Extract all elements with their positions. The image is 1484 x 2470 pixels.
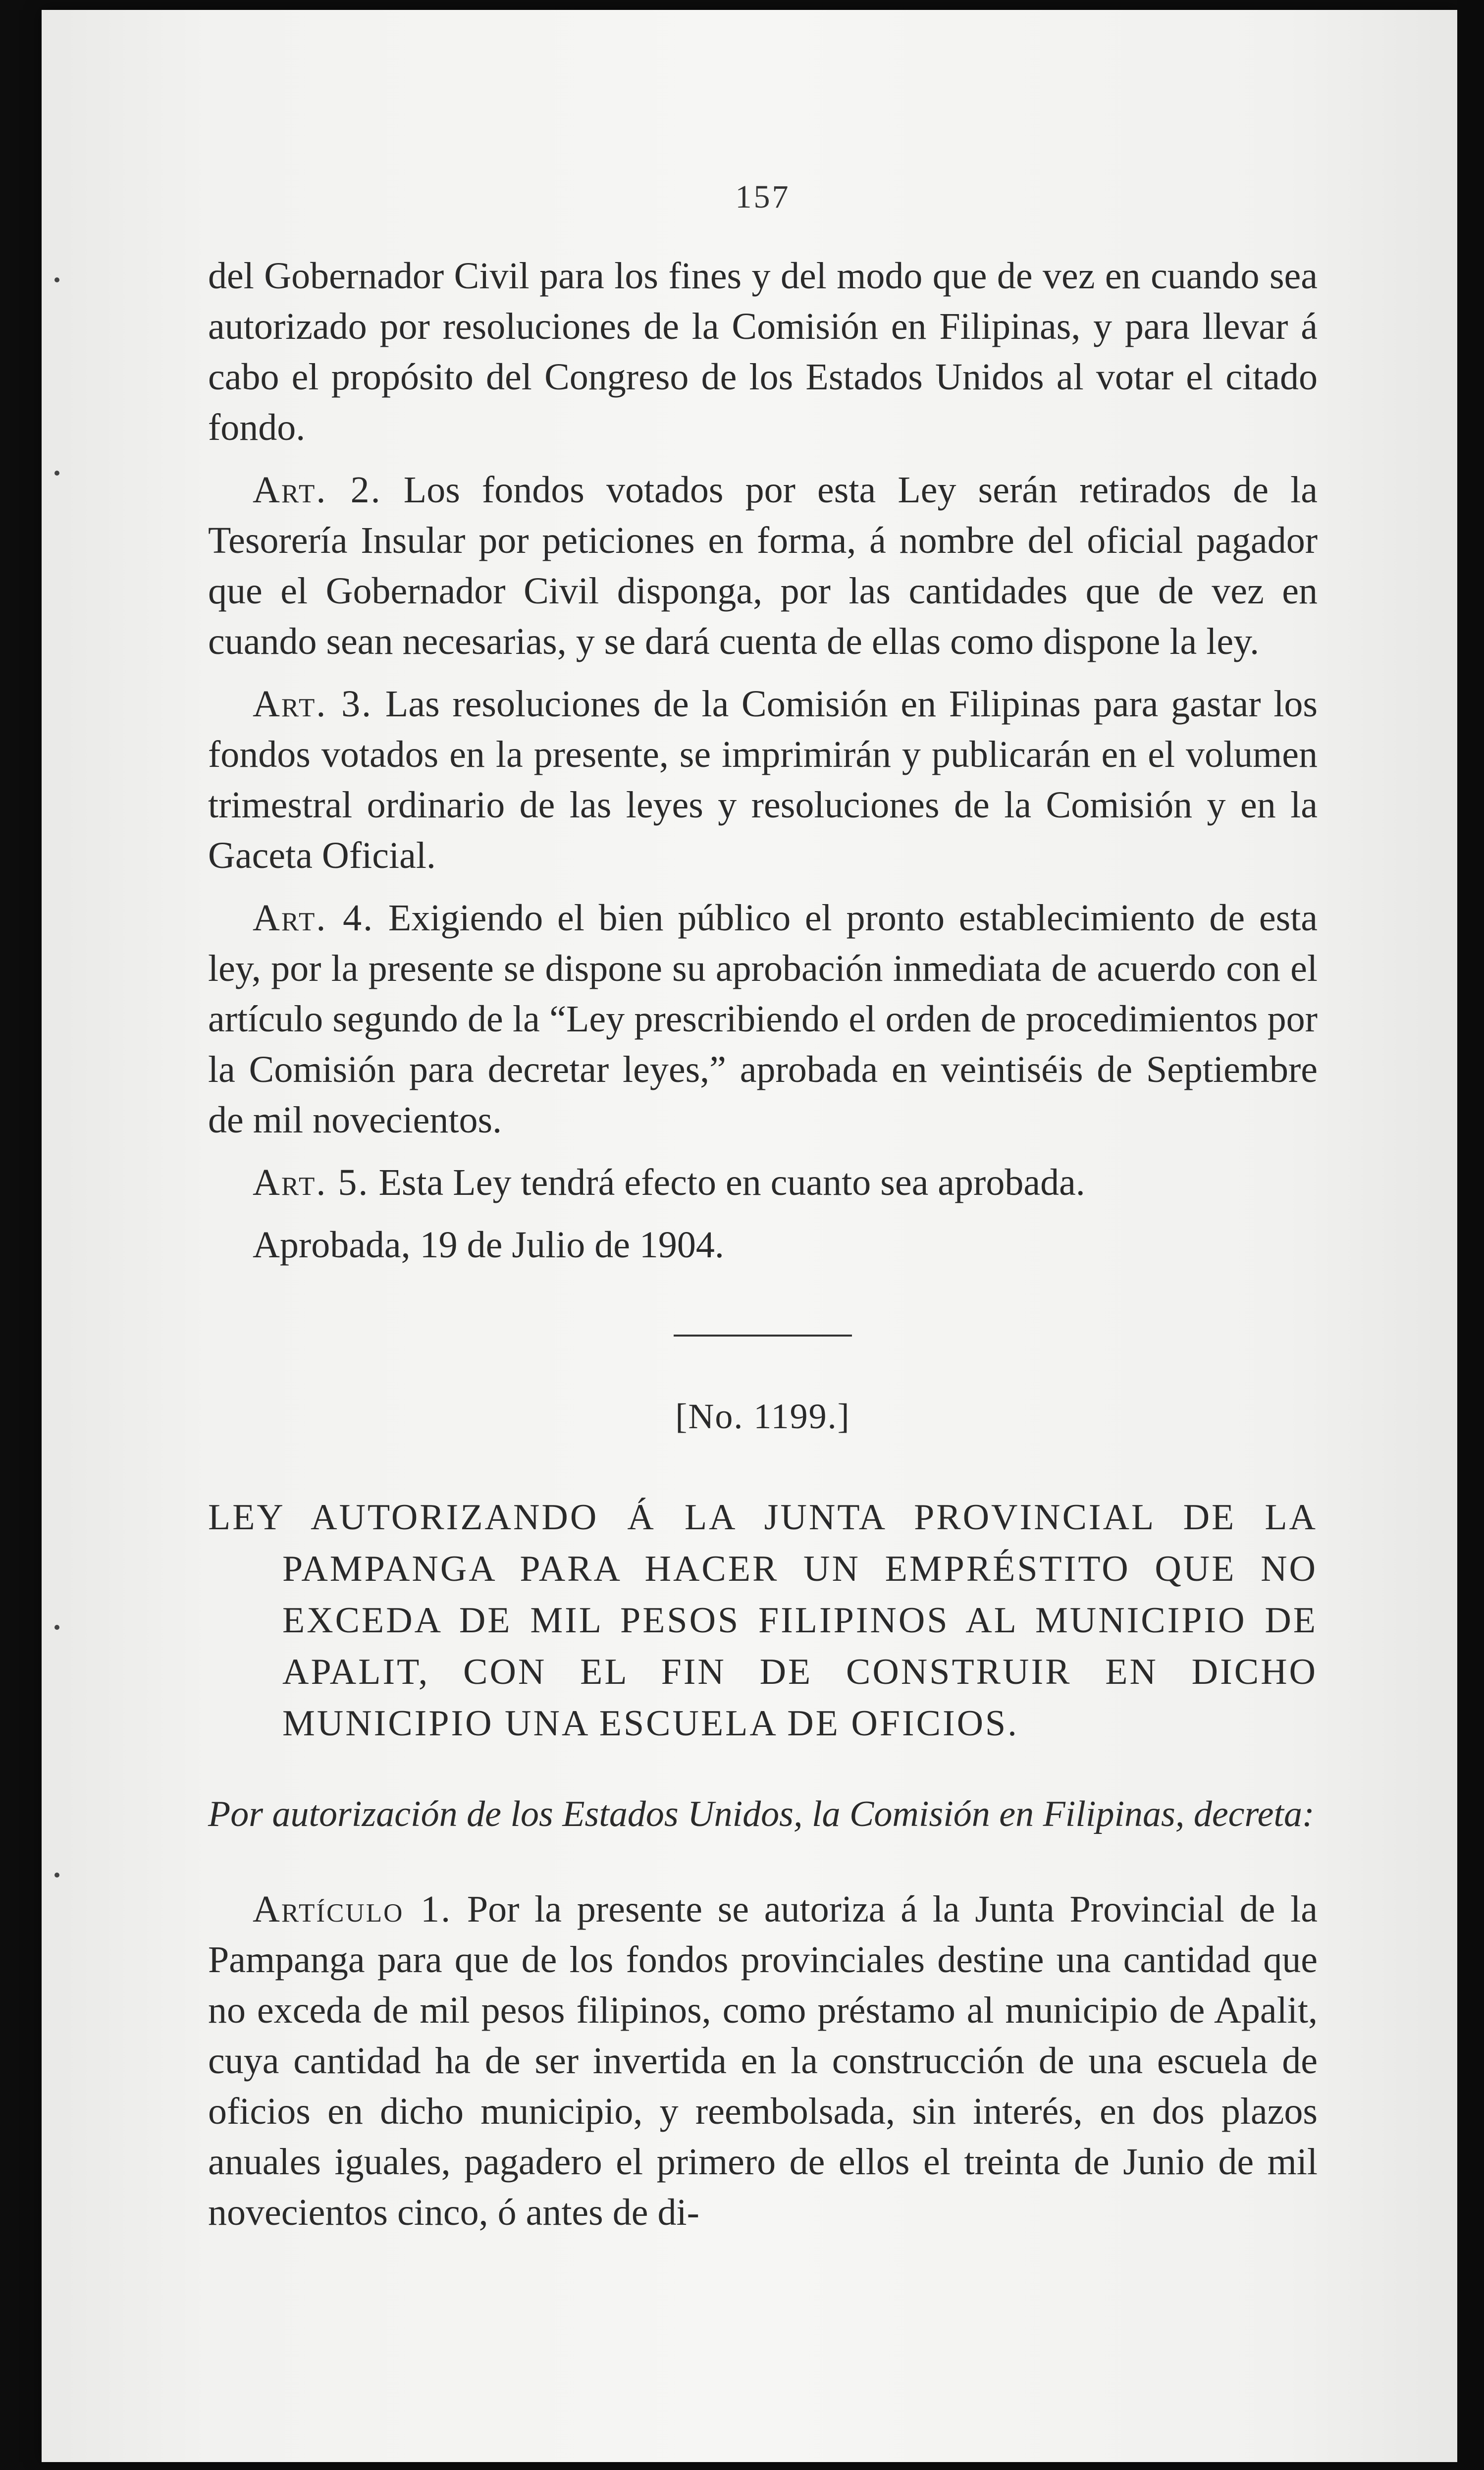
page-edge-shadow [1457, 0, 1484, 2470]
page-number: 157 [735, 179, 791, 215]
enacting-clause: Por autorización de los Estados Unidos, la Comisión en Filipinas, decreta: [208, 1794, 1315, 1834]
article-4-paragraph [208, 893, 1318, 1145]
article-label: Art. 3. [253, 683, 373, 725]
section-divider [674, 1335, 852, 1337]
article-5-paragraph [208, 1157, 1318, 1208]
paragraph-text: Aprobada, 19 de Julio de 1904. [253, 1224, 724, 1266]
paragraph-text: del Gobernador Civil para los fines y del modo que de vez en cuando sea autorizado por resoluciones de la Comisión en Filipinas, y para llevar á cabo el propósito del Congreso de los Estados Unidos al votar el citado fondo. [208, 255, 1318, 448]
continued-paragraph [208, 251, 1318, 453]
article-label: Artículo 1. [253, 1888, 452, 1930]
margin-speck [54, 471, 59, 476]
article-3-paragraph [208, 679, 1318, 881]
article-label: Art. 4. [253, 897, 374, 939]
paragraph-text: Los fondos votados por esta Ley serán retirados de la Tesorería Insular por peticiones en forma, á nombre del oficial pagador que el Gobernador Civil disponga, por las cantidades que de vez en cuando sean necesarias, y se dará cuenta de ellas como dispone la ley. [208, 469, 1318, 662]
paragraph-text: Las resoluciones de la Comisión en Filipinas para gastar los fondos votados en la presente, se imprimirán y publicarán en el volumen trimestral ordinario de las leyes y resoluciones de la Comisión y en la Gaceta Oficial. [208, 683, 1318, 876]
article-label: Art. 5. [253, 1162, 370, 1203]
paragraph-text: Por la presente se autoriza á la Junta Provincial de la Pampanga para que de los fondos provinciales destine una cantidad que no exceda de mil pesos filipinos, como préstamo al municipio de Apalit, cuya cantidad ha de ser invertida en la construcción de una escuela de oficios en dicho municipio, y reembolsada, sin interés, en dos plazos anuales iguales, pagadero el primero de ellos el treinta de Junio de mil novecientos cinco, ó antes de di- [208, 1888, 1318, 2233]
approval-date [208, 1220, 1318, 1270]
paragraph-text: Esta Ley tendrá efecto en cuanto sea aprobada. [378, 1162, 1085, 1203]
article-2-paragraph [208, 465, 1318, 667]
paragraph-text: Exigiendo el bien público el pronto establecimiento de esta ley, por la presente se dispone su aprobación inmediata de acuerdo con el artículo segundo de la “Ley prescribiendo el orden de procedimientos por la Comisión para decretar leyes,” aprobada en veintiséis de Septiembre de mil novecientos. [208, 897, 1318, 1141]
page-content [208, 178, 1318, 2238]
margin-speck [54, 277, 59, 282]
article-1-paragraph [208, 1884, 1318, 2238]
margin-speck [54, 1873, 59, 1878]
law-number: [No. 1199.] [675, 1396, 850, 1436]
margin-speck [54, 1625, 59, 1630]
law-title-heading: LEY AUTORIZANDO Á LA JUNTA PROVINCIAL DE LA PAMPANGA PARA HACER UN EMPRÉSTITO QUE NO EXCEDA DE MIL PESOS FILIPINOS AL MUNICIPIO DE APALIT, CON EL FIN DE CONSTRUIR EN DICHO MUNICIPIO UNA ESCUELA DE OFICIOS. [208, 1497, 1318, 1744]
article-label: Art. 2. [253, 469, 382, 511]
